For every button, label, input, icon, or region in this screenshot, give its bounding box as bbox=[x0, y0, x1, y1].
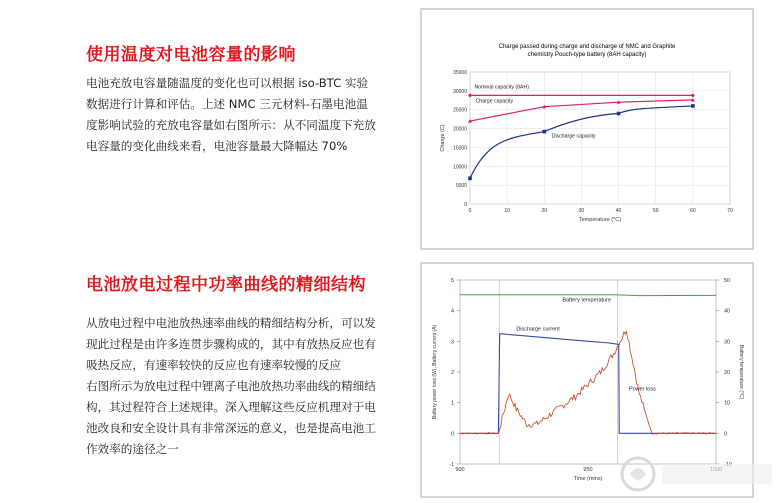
x-tick-label: 40 bbox=[615, 208, 622, 214]
paragraph-line: 构，其过程符合上述规律。深入理解这些反应机理对于电 bbox=[86, 400, 376, 414]
capacity-chart-frame bbox=[420, 8, 754, 250]
data-point bbox=[691, 104, 695, 108]
x-axis-label: Temperature (°C) bbox=[578, 217, 622, 223]
series-label: Discharge current bbox=[516, 326, 560, 333]
y-axis-label-right: Battery temperature (°C) bbox=[738, 344, 744, 400]
data-point bbox=[691, 94, 694, 97]
series-line bbox=[460, 334, 716, 434]
y-tick-label: 5 bbox=[450, 278, 454, 284]
series-label: Discharge capacity bbox=[551, 133, 596, 140]
paragraph-line: 度影响试验的充放电容量如右图所示：从不同温度下充放 bbox=[86, 118, 376, 132]
x-tick-label: 60 bbox=[690, 208, 696, 214]
series-label: Nominal capacity (8AH) bbox=[474, 84, 529, 91]
y-tick-label: 0 bbox=[450, 431, 454, 438]
section2-paragraph bbox=[86, 313, 416, 460]
paragraph-line: 数据进行计算和评估。上述 NMC 三元材料-石墨电池温 bbox=[86, 97, 368, 111]
x-tick-label: 30 bbox=[578, 208, 585, 214]
y-tick-label: 50 bbox=[724, 278, 731, 284]
section1-title: 使用温度对电池容量的影响 bbox=[86, 45, 296, 65]
x-tick-label: 50 bbox=[652, 208, 659, 214]
series-label: Charge capacity bbox=[475, 98, 514, 105]
x-tick-label: 0 bbox=[468, 208, 472, 214]
paragraph-line: 现此过程是由许多连贯步骤构成的，其中有放热反应也有 bbox=[86, 337, 376, 351]
paragraph-line: 作效率的途径之一 bbox=[86, 442, 179, 456]
series-label: Battery temperature bbox=[562, 297, 612, 304]
paragraph-line: 电容量的变化曲线来看，电池容量最大降幅达 70% bbox=[86, 139, 348, 153]
x-tick-label: 900 bbox=[455, 467, 465, 473]
y-tick-label: 10000 bbox=[453, 164, 467, 171]
y-tick-label: -1 bbox=[449, 462, 454, 468]
y-tick-label: 30000 bbox=[453, 88, 467, 95]
paragraph-line: 从放电过程中电池放热速率曲线的精细结构分析，可以发 bbox=[86, 316, 376, 330]
paragraph-line: 电池充放电容量随温度的变化也可以根据 iso-BTC 实验 bbox=[86, 76, 369, 90]
y-tick-label: 25000 bbox=[453, 107, 467, 114]
y-tick-label: 30 bbox=[724, 339, 731, 346]
y-tick-label: 0 bbox=[464, 202, 467, 208]
y-tick-label: 10 bbox=[724, 400, 731, 407]
chart-title: chemistry Pouch-type battery (8AH capacity) bbox=[527, 52, 647, 58]
chart-title: Charge passed during charge and discharge of NMC and Graphite bbox=[498, 44, 676, 50]
y-tick-label: 4 bbox=[450, 308, 454, 315]
y-tick-label: 3 bbox=[450, 339, 454, 346]
x-tick-label: 20 bbox=[541, 208, 548, 214]
y-tick-label: 2 bbox=[450, 370, 454, 376]
paragraph-line: 池改良和安全设计具有非常深远的意义，也是提高电池工 bbox=[86, 421, 376, 435]
y-tick-label: 15000 bbox=[453, 145, 467, 152]
x-tick-label: 10 bbox=[504, 208, 510, 214]
section2-title: 电池放电过程中功率曲线的精细结构 bbox=[86, 275, 366, 295]
x-tick-label: 70 bbox=[727, 208, 733, 214]
y-tick-label: 1 bbox=[450, 400, 454, 407]
data-point bbox=[617, 112, 621, 116]
y-tick-label: 5000 bbox=[455, 183, 467, 190]
y-tick-label: 40 bbox=[724, 308, 731, 315]
paragraph-line: 吸热反应，有速率较快的反应也有速率较慢的反应 bbox=[86, 358, 342, 372]
y-tick-label: 20 bbox=[724, 370, 731, 376]
capacity-chart bbox=[422, 10, 752, 248]
data-point bbox=[468, 177, 472, 181]
watermark-logo bbox=[610, 452, 779, 502]
plot-area bbox=[470, 72, 730, 204]
x-axis-label: Time (mins) bbox=[573, 476, 603, 482]
y-tick-label: 0 bbox=[724, 431, 728, 438]
section1-paragraph bbox=[86, 73, 411, 157]
y-axis-label: Battery power loss (W), Battery current (A) bbox=[432, 324, 438, 420]
plot-area bbox=[460, 280, 716, 464]
data-point bbox=[468, 94, 471, 97]
x-tick-label: 950 bbox=[583, 467, 593, 473]
y-tick-label: 35000 bbox=[453, 70, 467, 76]
series-line bbox=[460, 295, 716, 296]
y-tick-label: 20000 bbox=[453, 126, 467, 133]
data-point bbox=[542, 130, 546, 134]
y-axis-label: Charge (C) bbox=[440, 124, 446, 152]
series-label: Power loss bbox=[628, 386, 656, 393]
paragraph-line: 右图所示为放电过程中锂离子电池放热功率曲线的精细结 bbox=[86, 379, 376, 393]
